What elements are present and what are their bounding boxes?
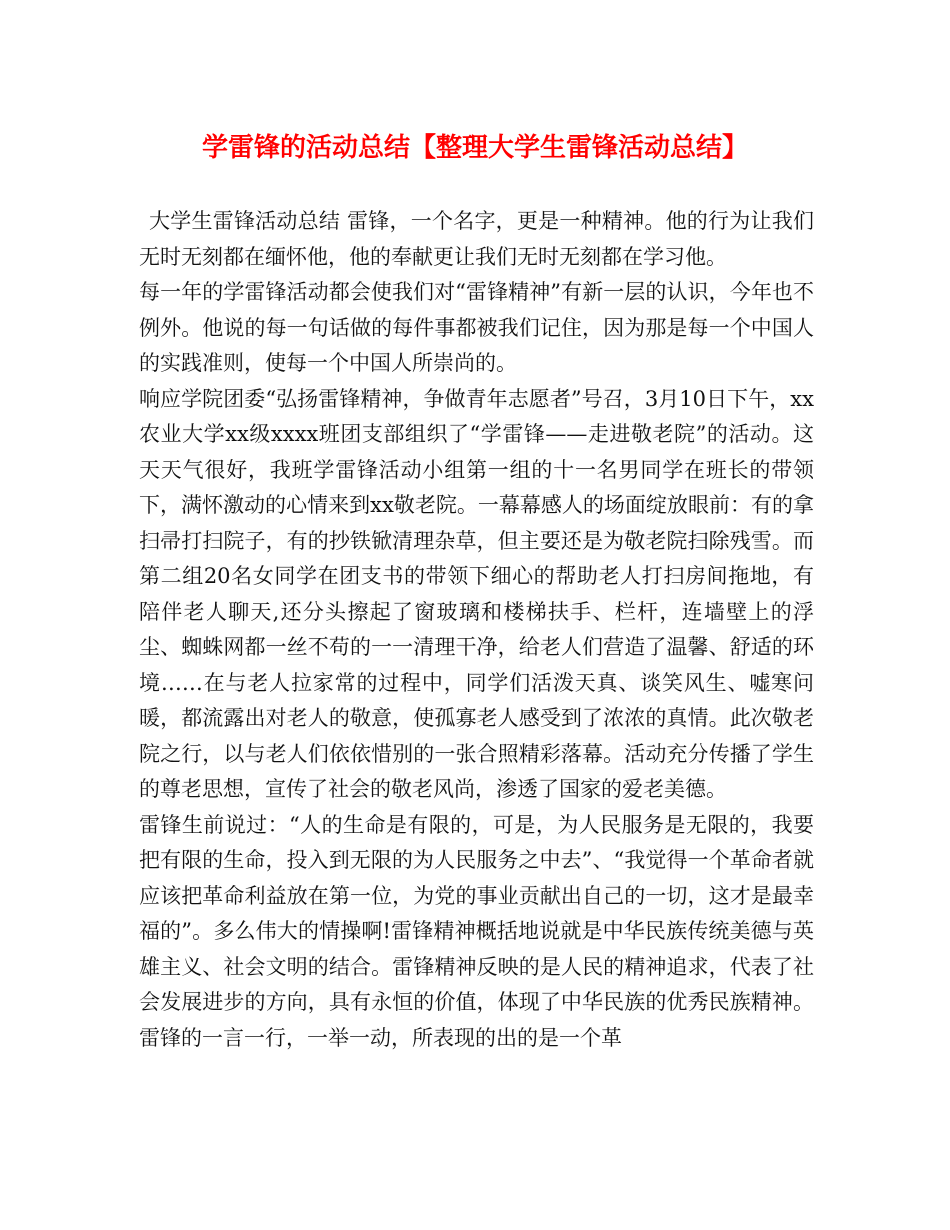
paragraph-annual-activity: 每一年的学雷锋活动都会使我们对“雷锋精神”有新一层的认识，今年也不例外。他说的每一句话做的每件事都被我们记住，因为那是每一个中国人的实践准则，使每一个中国人所崇尚的。	[139, 280, 814, 375]
paragraph-nursing-home-activity: 响应学院团委“弘扬雷锋精神，争做青年志愿者”号召，3月10日下午，xx农业大学xx级xxxx班团支部组织了“学雷锋——走进敬老院”的活动。这天天气很好，我班学雷锋活动小组第一组的十一名男同学在班长的带领下，满怀激动的心情来到xx敬老院。一幕幕感人的场面绽放眼前：有的拿扫帚打扫院子，有的抄铁锨清理杂草，但主要还是为敬老院扫除残雪。而第二组20名女同学在团支书的带领下细心的帮助老人打扫房间拖地，有陪伴老人聊天,还分头擦起了窗玻璃和楼梯扶手、栏杆，连墙壁上的浮尘、蜘蛛网都一丝不苟的一一清理干净，给老人们营造了温馨、舒适的环境……在与老人拉家常的过程中，同学们活泼天真、谈笑风生、嘘寒问暖，都流露出对老人的敬意，使孤寡老人感受到了浓浓的真情。此次敬老院之行，以与老人们依依惜别的一张合照精彩落幕。活动充分传播了学生的尊老思想，宣传了社会的敬老风尚，渗透了国家的爱老美德。	[139, 386, 814, 801]
paragraph-intro: 大学生雷锋活动总结 雷锋，一个名字，更是一种精神。他的行为让我们无时无刻都在缅怀他，他的奉献更让我们无时无刻都在学习他。	[139, 209, 814, 269]
document-body	[139, 204, 814, 1056]
document-title: 学雷锋的活动总结【整理大学生雷锋活动总结】	[201, 133, 748, 163]
paragraph-lei-feng-quote: 雷锋生前说过：“人的生命是有限的，可是，为人民服务是无限的，我要把有限的生命，投入到无限的为人民服务之中去”、“我觉得一个革命者就应该把革命利益放在第一位，为党的事业贡献出自己的一切，这才是最幸福的”。多么伟大的情操啊!雷锋精神概括地说就是中华民族传统美德与英雄主义、社会文明的结合。雷锋精神反映的是人民的精神追求，代表了社会发展进步的方向，具有永恒的价值，体现了中华民族的优秀民族精神。雷锋的一言一行，一举一动，所表现的出的是一个革	[139, 812, 814, 1050]
